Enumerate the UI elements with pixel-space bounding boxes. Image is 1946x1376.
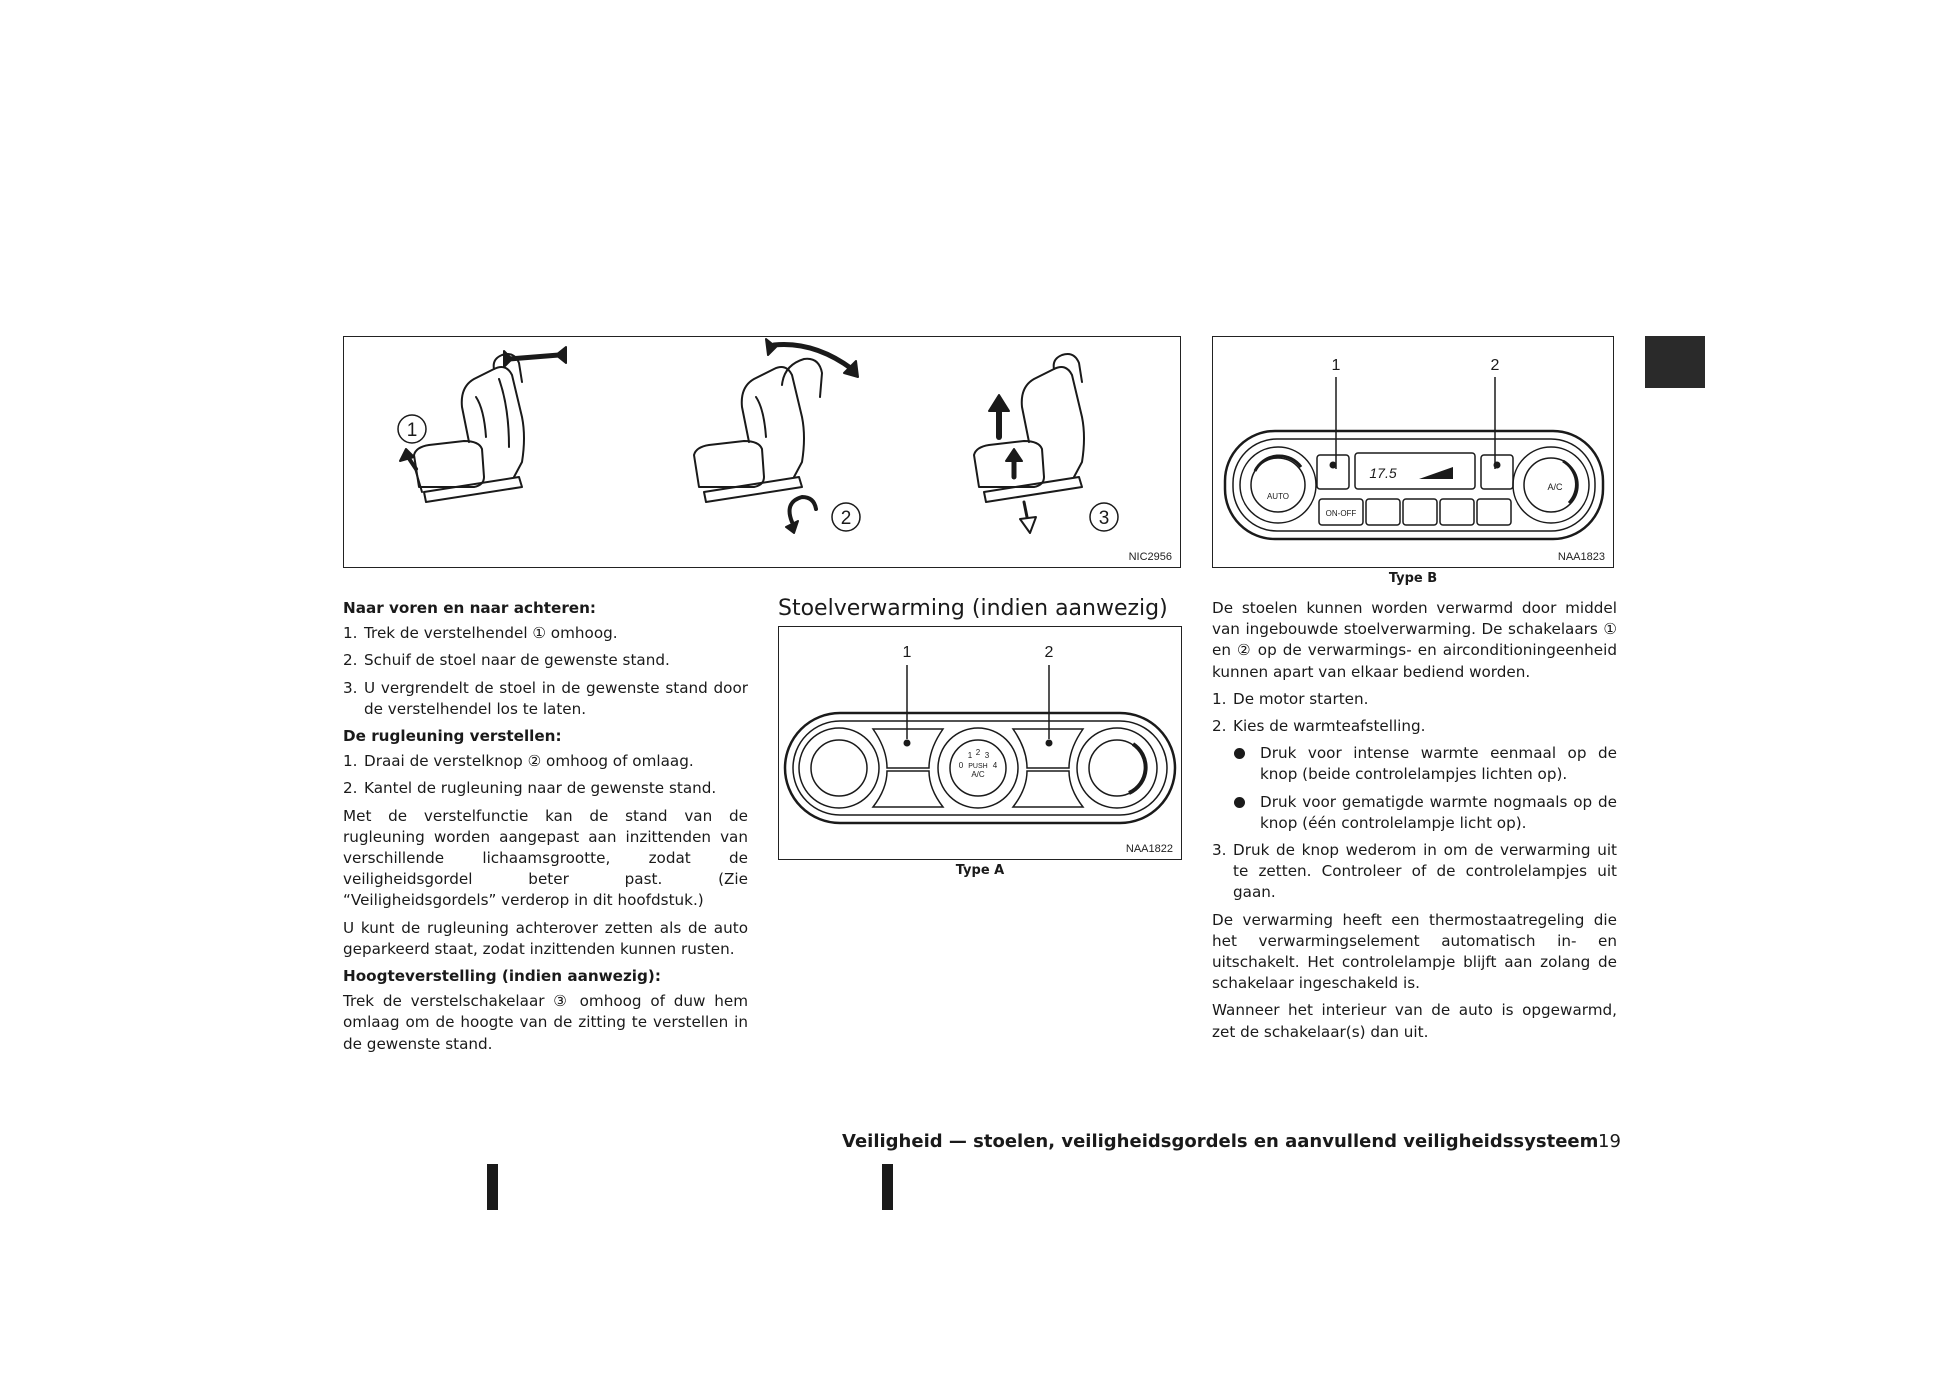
dial-2-label: 2 xyxy=(975,748,981,757)
on-off-label: ON-OFF xyxy=(1325,509,1357,518)
list-item: 3. U vergrendelt de stoel in de gewenste stand door de verstelhendel los te laten. xyxy=(343,678,748,718)
paragraph: Wanneer het interieur van de auto is opgewarmd, zet de schakelaar(s) dan uit. xyxy=(1212,1001,1617,1041)
list-item: 1. Draai de verstelknop ② omhoog of omlaag. xyxy=(343,752,694,771)
bullet-item: Druk voor gematigde warmte nogmaals op de knop (één controlelampje licht op). xyxy=(1212,792,1617,834)
callout-2: 2 xyxy=(840,508,852,529)
forward-back-arrow xyxy=(509,355,559,359)
chapter-tab xyxy=(1645,336,1705,388)
list-item: 2. Schuif de stoel naar de gewenste stand. xyxy=(343,651,670,670)
list-item: 1. Trek de verstelhendel ① omhoog. xyxy=(343,624,618,643)
callout-1: 1 xyxy=(1331,357,1341,374)
list-item: 2. Kantel de rugleuning naar de gewenste stand. xyxy=(343,779,717,798)
type-b-caption: Type B xyxy=(1388,571,1438,586)
left-column xyxy=(343,598,748,1061)
ac-label: A/C xyxy=(971,770,985,779)
type-a-caption: Type A xyxy=(955,863,1005,878)
list-backrest xyxy=(343,751,748,799)
recline-arrow xyxy=(774,345,852,370)
type-b-figure xyxy=(1212,336,1614,568)
page-number: 19 xyxy=(1598,1131,1621,1152)
figure-code: NAA1822 xyxy=(1125,843,1173,855)
dial-1-label: 1 xyxy=(967,751,973,760)
seat-illustration xyxy=(344,337,1179,566)
list-item: 1. De motor starten. xyxy=(1212,689,1369,708)
list-steps-continued xyxy=(1212,840,1617,904)
right-column xyxy=(1212,598,1617,1049)
paragraph: De stoelen kunnen worden verwarmd door middel van ingebouwde stoelverwarming. De schakelaars ① en ② op de verwarmings- en airconditioningeenheid kunnen apart van elkaar bediend worden. xyxy=(1212,599,1617,681)
bullet-dot-icon xyxy=(1234,748,1245,759)
list-item: 3. Druk de knop wederom in om de verwarming uit te zetten. Controleer of de controlelampjes uit gaan. xyxy=(1212,841,1617,902)
list-steps xyxy=(1212,689,1617,737)
callout-1: 1 xyxy=(902,644,912,661)
climate-panel-type-b xyxy=(1213,337,1612,566)
auto-label: AUTO xyxy=(1266,492,1290,501)
paragraph: Met de verstelfunctie kan de stand van de rugleuning worden aangepast aan inzittenden van verschillende lichaamsgrootte, zodat de veiligheidsgordel beter past. (Zie “Veiligheidsgordels” verderop in dit hoofdstuk.) xyxy=(343,806,748,910)
figure-code: NIC2956 xyxy=(1128,551,1172,563)
paragraph: Trek de verstelschakelaar ③ omhoog of duw hem omlaag om de hoogte van de zitting te verstellen in de gewenste stand. xyxy=(343,992,748,1053)
seat-adjustment-figure xyxy=(343,336,1181,568)
dial-4-label: 4 xyxy=(992,761,998,770)
temperature-display: 17.5 xyxy=(1369,465,1397,481)
seat-1-drawing xyxy=(414,354,524,502)
section-title: Stoelverwarming (indien aanwezig) xyxy=(778,596,1168,621)
callout-3: 3 xyxy=(1098,508,1110,529)
seat-2-drawing xyxy=(694,359,822,502)
bullet-item: Druk voor intense warmte eenmaal op de knop (beide controlelampjes lichten op). xyxy=(1212,743,1617,785)
knob-rotate-arrow xyxy=(790,497,816,522)
paragraph: U kunt de rugleuning achterover zetten als de auto geparkeerd staat, zodat inzittenden kunnen rusten. xyxy=(343,918,748,958)
climate-panel-type-a xyxy=(779,627,1180,858)
paragraph: De verwarming heeft een thermostaatregeling die het verwarmingselement automatisch in- en uitschakelt. Het controlelampje blijft aan zolang de schakelaar ingeschakeld is. xyxy=(1212,910,1617,993)
ac-label: A/C xyxy=(1547,482,1563,492)
heading-backrest: De rugleuning verstellen: xyxy=(343,727,562,746)
push-label: PUSH xyxy=(968,763,988,770)
footer-section-title: Veiligheid — stoelen, veiligheidsgordels en aanvullend veiligheidssysteem xyxy=(842,1131,1599,1152)
figure-code: NAA1823 xyxy=(1557,551,1605,563)
bullet-list xyxy=(1212,743,1617,834)
bullet-dot-icon xyxy=(1234,797,1245,808)
list-forward-back xyxy=(343,623,748,720)
list-item: 2. Kies de warmteafstelling. xyxy=(1212,717,1426,736)
type-a-figure xyxy=(778,626,1182,860)
seat-3-drawing xyxy=(974,354,1084,502)
crop-mark xyxy=(882,1164,893,1210)
crop-mark xyxy=(487,1164,498,1210)
callout-2: 2 xyxy=(1490,357,1500,374)
dial-3-label: 3 xyxy=(984,751,990,760)
callout-2: 2 xyxy=(1044,644,1054,661)
dial-0-label: 0 xyxy=(958,761,964,770)
callout-1: 1 xyxy=(406,420,418,441)
heading-forward-back: Naar voren en naar achteren: xyxy=(343,599,596,617)
heading-height: Hoogteverstelling (indien aanwezig): xyxy=(343,967,661,986)
